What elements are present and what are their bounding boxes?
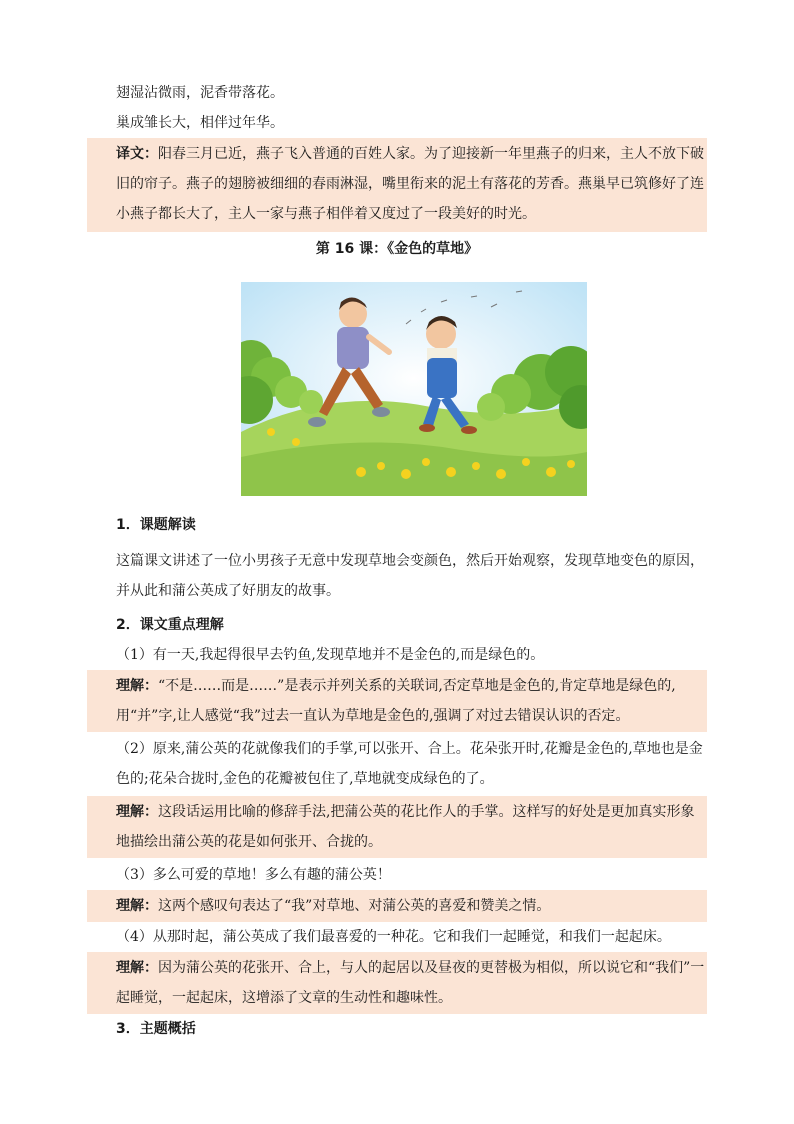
item4-explanation: 因为蒲公英的花张开、合上，与人的起居以及昼夜的更替极为相似，所以说它和“我们”一起睡觉，一起起床，这增添了文章的生动性和趣味性。: [116, 960, 705, 1006]
section3-heading: 3．主题概括: [116, 1021, 196, 1037]
poem-line-2: 巢成雏长大，相伴过年华。: [116, 115, 284, 131]
item3-explanation-block: [87, 891, 707, 921]
section1-text: 这篇课文讲述了一位小男孩子无意中发现草地会变颜色，然后开始观察，发现草地变色的原因，并从此和蒲公英成了好朋友的故事。: [116, 553, 704, 599]
translation-paragraph: [87, 139, 707, 229]
translation-text: 阳春三月已近，燕子飞入普通的百姓人家。为了迎接新一年里燕子的归来，主人不放下破旧的帘子。燕子的翅膀被细细的春雨淋湿，嘴里衔来的泥土有落花的芳香。燕巢早已筑修好了连小燕子都长大了，主人一家与燕子相伴着又度过了一段美好的时光。: [116, 146, 704, 222]
section1-heading: 1．课题解读: [116, 517, 196, 533]
item1-sentence: （1）有一天,我起得很早去钓鱼,发现草地并不是金色的,而是绿色的。: [116, 647, 545, 663]
section2-heading: 2．课文重点理解: [116, 617, 224, 633]
item1-explanation-block: [87, 671, 707, 731]
item1-explanation-label: 理解：: [116, 678, 158, 694]
item2-sentence: （2）原来,蒲公英的花就像我们的手掌,可以张开、合上。花朵张开时,花瓣是金色的,草地也是金色的;花朵合拢时,金色的花瓣被包住了,草地就变成绿色的了。: [116, 741, 703, 787]
lesson-title: 第 16 课：《金色的草地》: [315, 241, 479, 257]
translation-label: 译文：: [116, 146, 158, 162]
poem-line-1: 翅湿沾微雨，泥香带落花。: [116, 85, 284, 101]
item4-explanation-label: 理解：: [116, 960, 158, 976]
item4-explanation-block: [87, 953, 707, 1013]
item3-explanation: 这两个感叹句表达了“我”对草地、对蒲公英的喜爱和赞美之情。: [158, 898, 551, 914]
item2-explanation-block: [87, 797, 707, 857]
section1-text-block: [87, 546, 707, 606]
item3-sentence: （3）多么可爱的草地！多么有趣的蒲公英！: [116, 867, 391, 883]
item2-sentence-block: [87, 734, 707, 794]
lesson-illustration: [241, 282, 587, 496]
item1-explanation: “不是……而是……”是表示并列关系的关联词,否定草地是金色的,肯定草地是绿色的,用“并”字,让人感觉“我”过去一直认为草地是金色的,强调了对过去错误认识的否定。: [116, 678, 676, 724]
item2-explanation-label: 理解：: [116, 804, 158, 820]
item3-explanation-label: 理解：: [116, 898, 158, 914]
item4-sentence: （4）从那时起，蒲公英成了我们最喜爱的一种花。它和我们一起睡觉，和我们一起起床。: [116, 929, 671, 945]
item2-explanation: 这段话运用比喻的修辞手法,把蒲公英的花比作人的手掌。这样写的好处是更加真实形象地描绘出蒲公英的花是如何张开、合拢的。: [116, 804, 695, 850]
